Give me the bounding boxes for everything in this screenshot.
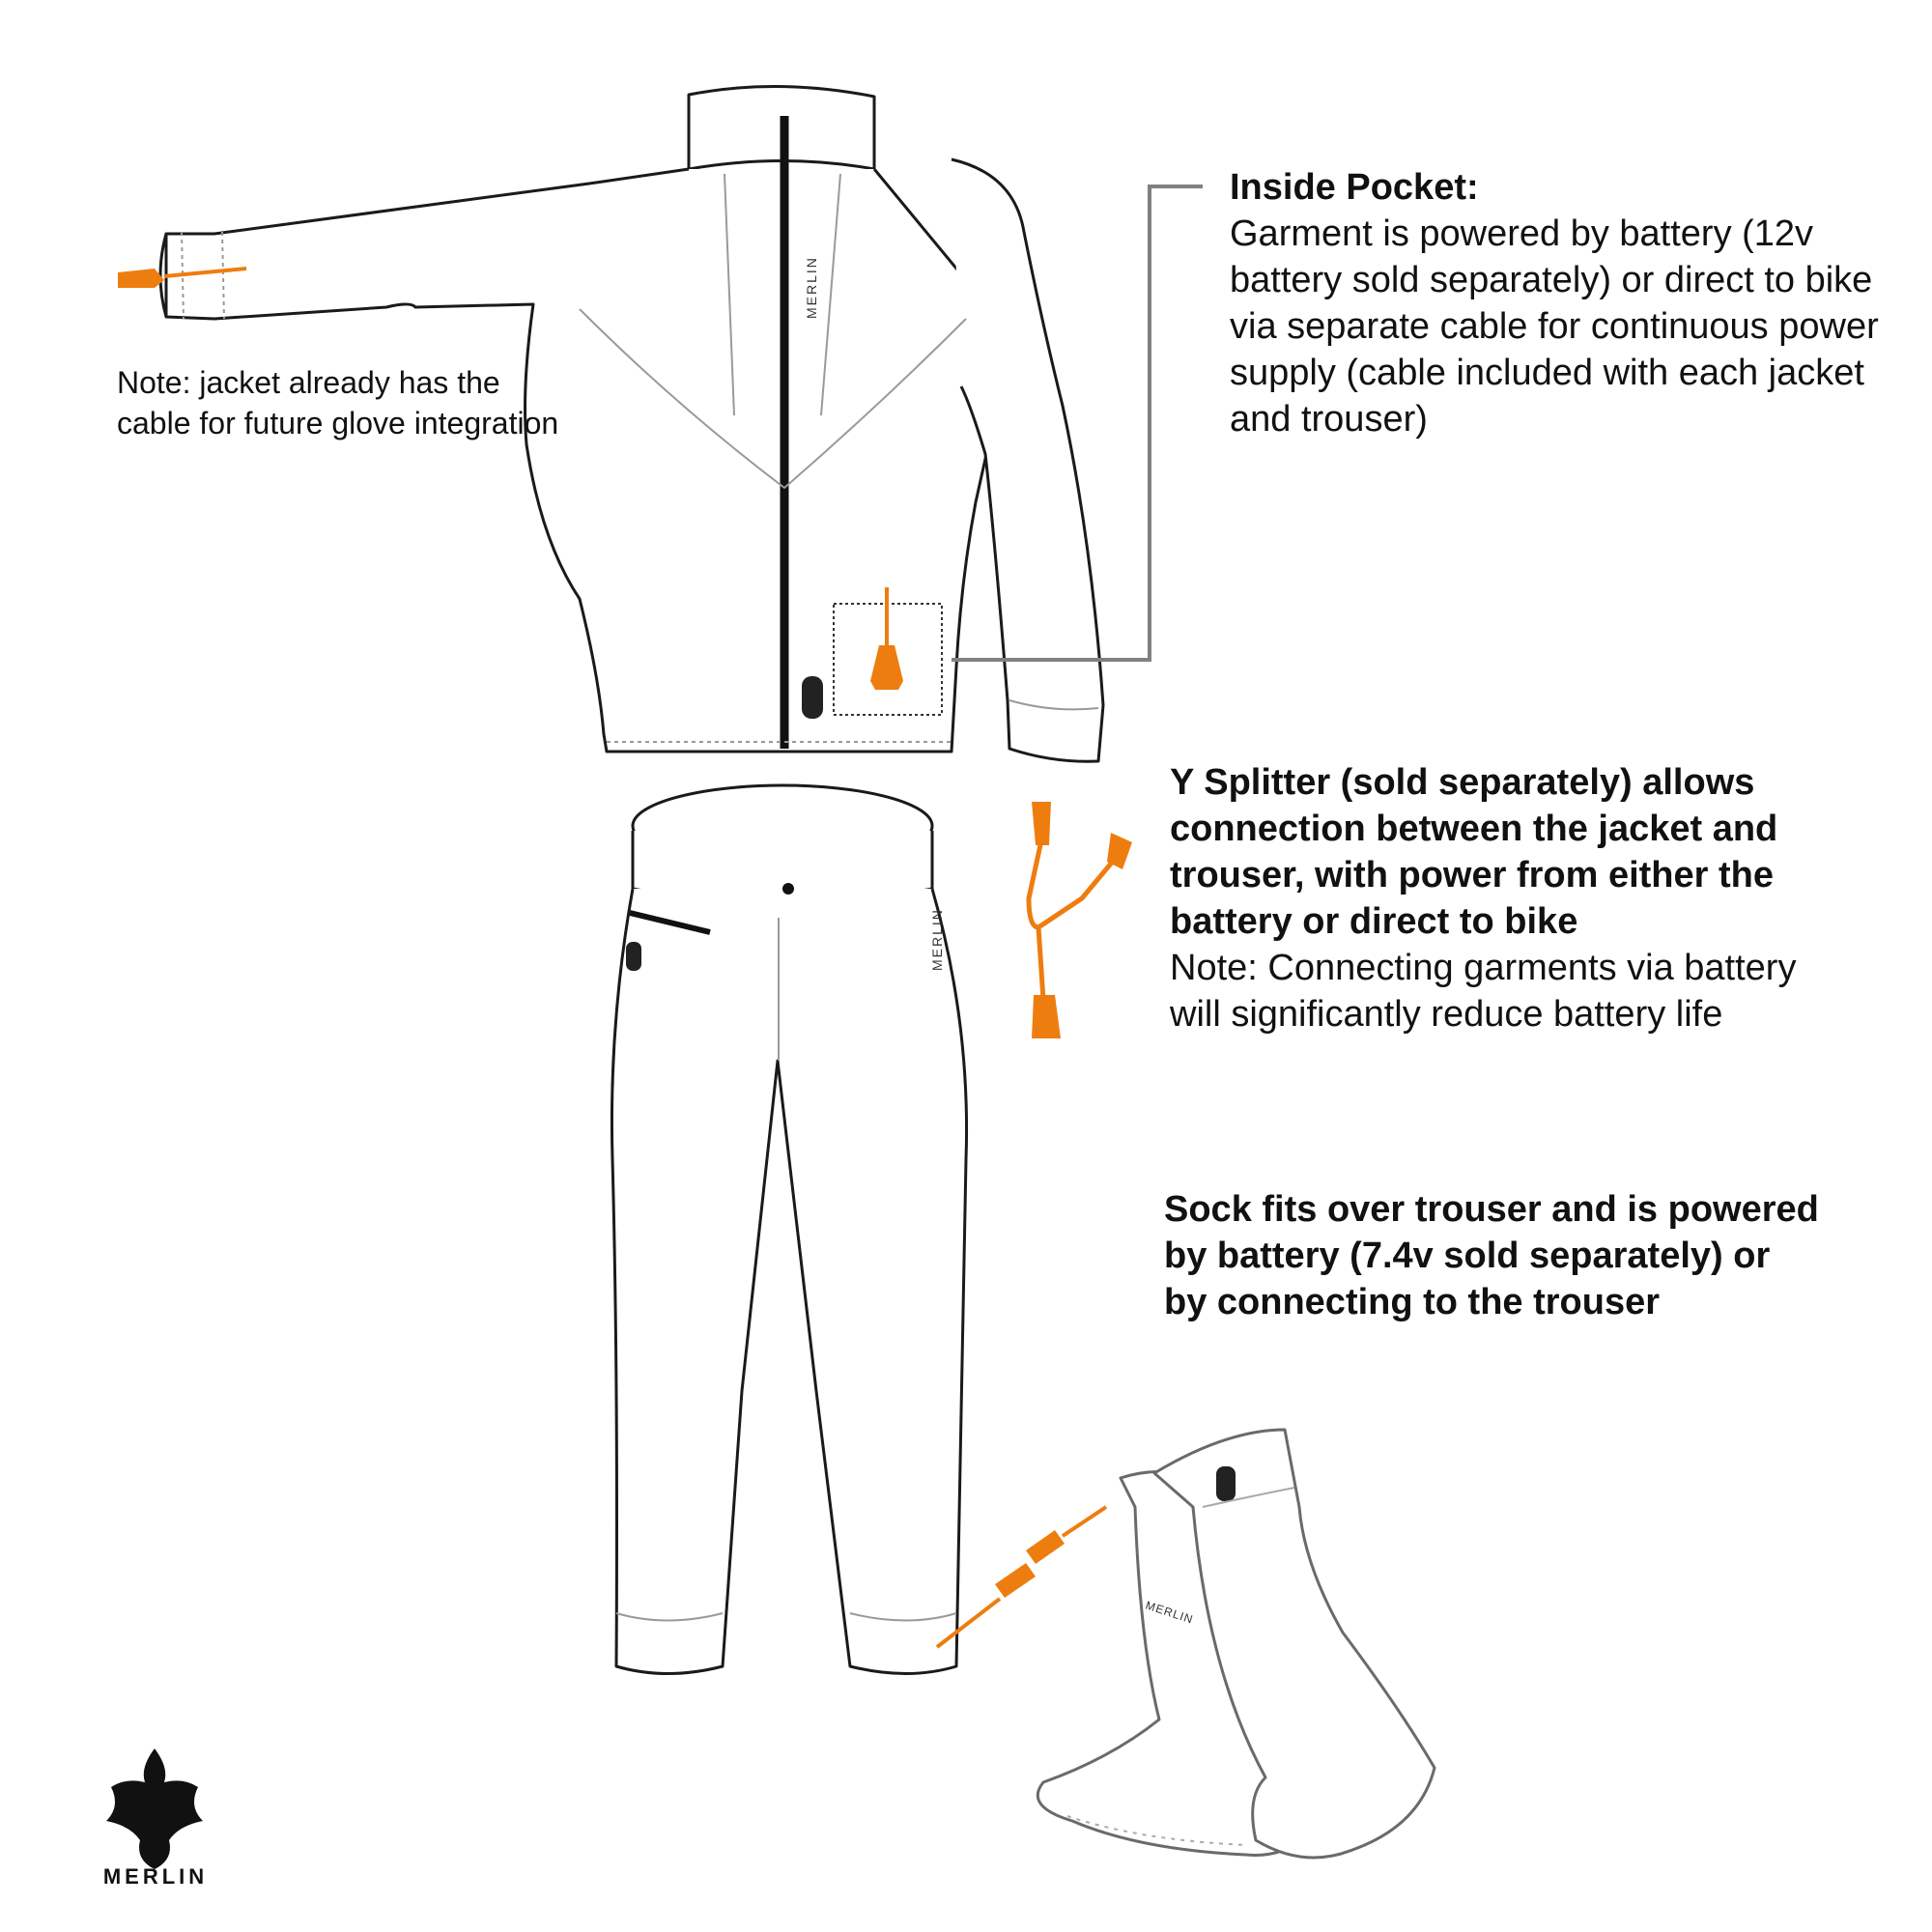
trouser-illustration [611,785,966,1674]
inside-pocket-heading: Inside Pocket: [1230,167,1479,208]
y-splitter-heading: Y Splitter (sold separately) allows connection between the jacket and trouser, with power from either the battery or direct to bike [1170,762,1778,942]
sock-callout: Sock fits over trouser and is powered by battery (7.4v sold separately) or by connecting to the trouser [1164,1189,1819,1322]
jacket-logo-label: MERLIN [804,256,819,319]
jacket-power-button-icon [802,676,823,719]
phoenix-logo-icon [106,1748,203,1869]
glove-integration-note: Note: jacket already has the cable for future glove integration [117,365,559,440]
sock-logo-label: MERLIN [1144,1598,1196,1627]
brand-name: MERLIN [102,1864,209,1889]
sock-power-button-icon [1216,1466,1236,1501]
y-splitter-icon [1029,802,1132,1038]
sock-cable [937,1507,1106,1647]
y-splitter-callout [1170,759,1846,1037]
inside-pocket-callout [1230,164,1887,442]
y-splitter-note-body: Note: Connecting garments via battery will significantly reduce battery life [1170,948,1797,1035]
glove-connector-icon [118,269,164,288]
trouser-logo-label: MERLIN [929,908,945,971]
trouser-power-button-icon [626,942,641,971]
sock-illustration [1037,1430,1435,1858]
inside-pocket-body: Garment is powered by battery (12v battery sold separately) or direct to bike via separate cable for continuous power supply (cable included with each jacket and trouser) [1230,213,1879,440]
